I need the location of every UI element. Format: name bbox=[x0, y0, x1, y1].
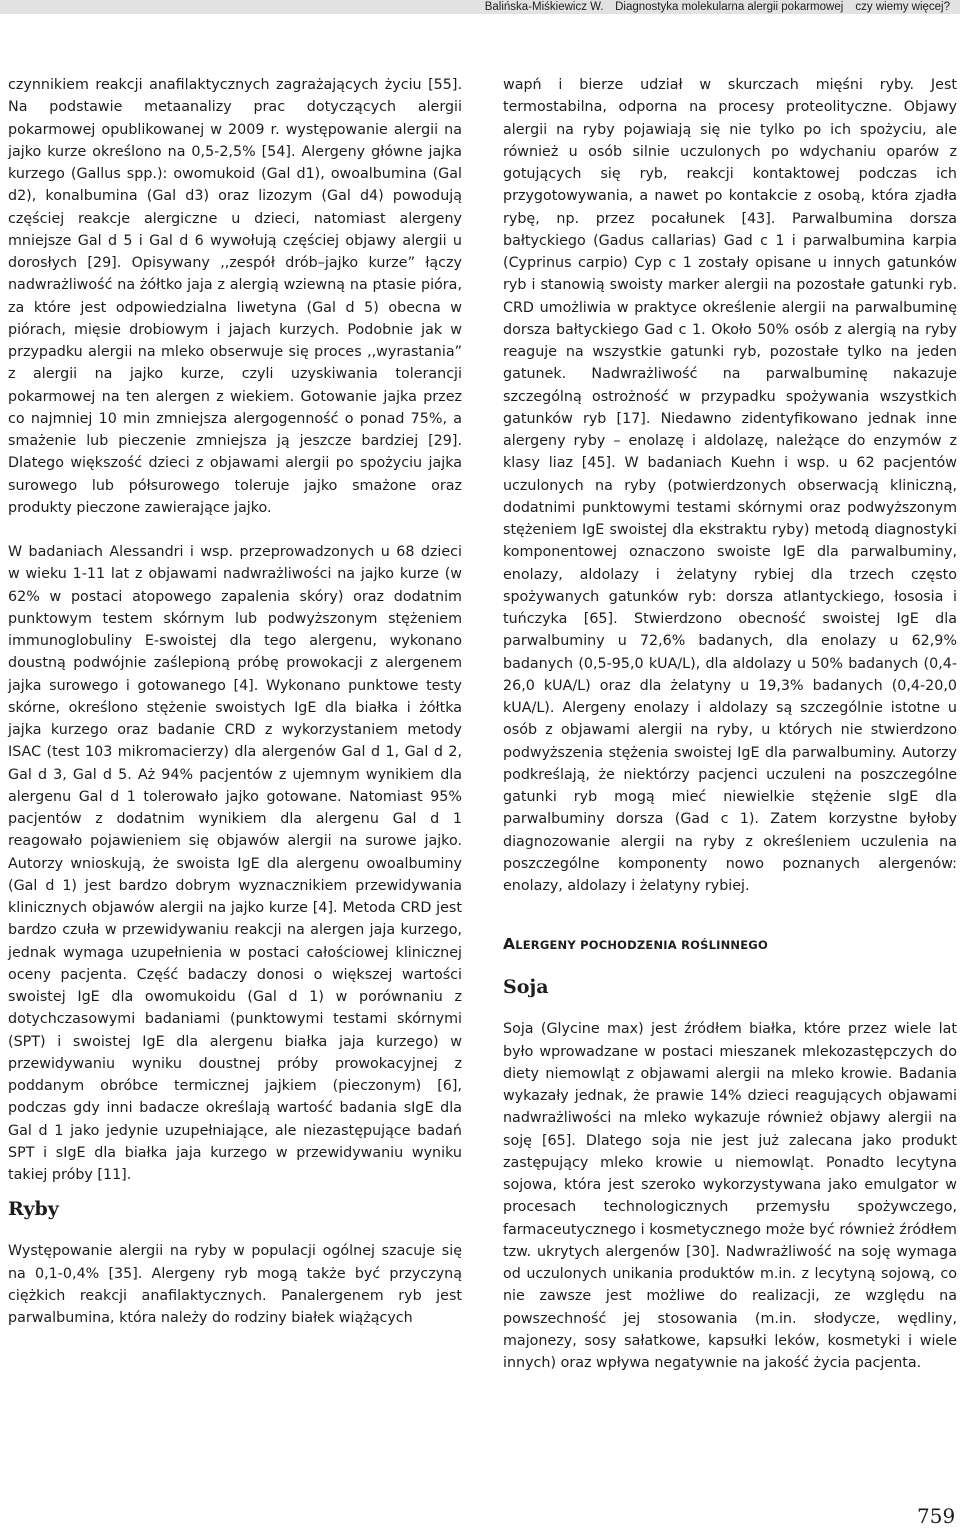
paragraph-soy-allergy: Soja (Glycine max) jest źródłem białka, które przez wiele lat było wprowadzane w postaci mieszanek mlekozastępczych do diety niemowląt z objawami alergii na mleko krowie. Badania wykazały jednak, że prawie 14% dzieci reagujących objawami nadwrażliwości na mleko wykazuje również objawy alergii na soję [65]. Dlatego soja nie jest już zalecana jako produkt zastępujący mleko krowie u niemowląt. Ponadto lecytyna sojowa, która jest szeroko wykorzystywana jako emulgator w procesach technologicznych przemysłu spożywczego, farmaceutycznego i kosmetycznego może być również źródłem tzw. ukrytych alergenów [30]. Nadwrażliwość na soję wymaga od uczulonych unikania produktów m.in. z lecytyną sojową, co nie zawsze jest możliwe do realizacji, ze względu na powszechność jej stosowania (m.in. słodycze, wędliny, majonezy, sosy sałatkowe, kapsułki leków, kosmetyki i wiele innych) oraz wpływa negatywnie na jakość życia pacjenta. bbox=[503, 1021, 957, 1371]
header-band bbox=[0, 0, 960, 14]
section-heading-initial: A bbox=[503, 935, 516, 954]
paragraph-parvalbumin: wapń i bierze udział w skurczach mięśni ryby. Jest termostabilna, odporna na procesy proteolityczne. Objawy alergii na ryby pojawiają się nie tylko po ich spożyciu, ale również u osób silnie uczulonych po wdychaniu oparów z gotujących się ryb, reakcji kontaktowej podczas ich przygotowywania, a nawet po kontakcie z osobą, która zjadła rybę, np. przez pocałunek [43]. Parwalbumina dorsza bałtyckiego (Gadus callarias) Gad c 1 i parwalbumina karpia (Cyprinus carpio) Cyp c 1 zostały opisane u innych gatunków ryb i stanowią swoisty marker alergii na pozostałe gatunki ryb. CRD umożliwia w praktyce określenie alergii na parwalbuminę dorsza bałtyckiego Gad c 1. Około 50% osób z alergią na ryby reaguje na wszystkie gatunki ryb, pozostałe tylko na jeden gatunek. Nadwrażliwość na parwalbuminę nakazuje szczególną ostrożność w przypadku spożywania wszystkich gatunków ryb [17]. Niedawno zidentyfikowano jednak inne alergeny ryby – enolazę i aldolazę, należące do enzymów z klasy liaz [45]. W badaniach Kuehn i wsp. u 62 pacjentów uczulonych na ryby (potwierdzonych obserwacją kliniczną, dodatnimi punktowymi testami skórnymi oraz podwyższonym stężeniem IgE swoistej dla ekstraktu ryby) metodą diagnostyki komponentowej oznaczono swoiste IgE dla parwalbuminy, enolazy, aldolazy i żelatyny rybiej dla trzech często spożywanych gatunków ryb: dorsza atlantyckiego, łososia i tuńczyka [65]. Stwierdzono obecność swoistej IgE dla parwalbuminy u 72,6% badanych, dla enolazy u 62,9% badanych (0,5-95,0 kUA/L), dla aldolazy u 50% badanych (0,4-26,0 kUA/L) oraz dla żelatyny u 19,3% badanych (0,4-20,0 kUA/L). Alergeny enolazy i aldolazy są szczególnie istotne u osób z objawami alergii na ryby, u których nie stwierdzono podwyższenia stężenia swoistej IgE dla parwalbuminy. Autorzy podkreślają, że niektórzy pacjenci uczuleni na poszczególne gatunki ryb mogą mieć niewielkie stężenie sIgE dla parwalbuminy dorsza (Gad c 1). Zatem korzystne byłoby diagnozowanie alergii na ryby z określeniem uczulenia na poszczególne komponenty nowo poznanych alergenów: enolazy, aldolazy i żelatyny rybiej. bbox=[503, 77, 957, 894]
subheading-ryby: Ryby bbox=[8, 1198, 59, 1221]
paragraph-egg-allergy: czynnikiem reakcji anafilaktycznych zagrażających życiu [55]. Na podstawie metaanalizy prac dotyczących alergii pokarmowej opublikowanej w 2009 r. występowanie alergii na jajko kurze określono na 0,5-2,5% [54]. Alergeny główne jajka kurzego (Gallus spp.): owomukoid (Gal d1), owoalbumina (Gal d2), konalbumina (Gal d3) oraz lizozym (Gal d4) powodują częściej reakcje alergiczne u dzieci, natomiast alergeny mniejsze Gal d 5 i Gal d 6 wywołują częściej objawy alergii u dorosłych [29]. Opisywany ,,zespół drób–jajko kurze” łączy nadwrażliwość na żółtko jaja z alergią wziewną na ptasie pióra, za które jest odpowiedzialna liwetyna (Gal d 5) obecna w piórach, mięsie drobiowym i jajach kurzych. Podobnie jak w przypadku alergii na mleko obserwuje się proces ,,wyrastania” z alergii na jajko kurze, czyli uzyskiwania tolerancji pokarmowej na ten alergen z wiekiem. Gotowanie jajka przez co najmniej 10 min zmniejsza alergogenność o ponad 75%, a smażenie lub pieczenie zmniejsza ją jeszcze bardziej [29]. Dlatego większość dzieci z objawami alergii po spożyciu jajka surowego lub półsurowego toleruje jajko smażone oraz produkty pieczone zawierające jajko. bbox=[8, 77, 462, 516]
subheading-soja: Soja bbox=[503, 976, 549, 999]
page-number: 759 bbox=[917, 1504, 956, 1528]
running-head: Balińska-Miśkiewicz W. Diagnostyka molekularna alergii pokarmowej czy wiemy więcej? bbox=[484, 1, 950, 13]
left-column bbox=[8, 74, 462, 1329]
section-heading-rest: LERGENY POCHODZENIA ROŚLINNEGO bbox=[515, 938, 768, 953]
right-column bbox=[503, 74, 957, 1374]
paragraph-alessandri-study: W badaniach Alessandri i wsp. przeprowadzonych u 68 dzieci w wieku 1-11 lat z objawami nadwrażliwości na jajko kurze (w 62% w postaci atopowego zapalenia skóry) oraz dodatnim punktowym testem skórnym lub podwyższonym stężeniem immunoglobuliny E-swoistej dla tego alergenu, wykonano doustną podwójnie zaślepioną próbę prowokacji z alergenem jajka surowego i gotowanego [4]. Wykonano punktowe testy skórne, określono stężenie swoistych IgE dla białka i żółtka jajka kurzego oraz badanie CRD z wykorzystaniem metody ISAC (test 103 mikromacierzy) dla alergenów Gal d 1, Gal d 2, Gal d 3, Gal d 5. Aż 94% pacjentów z ujemnym wynikiem dla alergenu Gal d 1 tolerowało jajko gotowane. Natomiast 95% pacjentów z dodatnim wynikiem dla alergenu Gal d 1 reagowało pojawieniem się objawów alergii na surowe jajko. Autorzy wnioskują, że swoista IgE dla alergenu owoalbuminy (Gal d 1) jest bardzo dobrym wyznacznikiem przewidywania klinicznych objawów alergii na jajko kurze [4]. Metoda CRD jest bardzo czuła w przewidywaniu reakcji na alergen jaja kurzego, jednak wymaga uzupełnienia w postaci całościowej klinicznej oceny pacjenta. Część badaczy donosi o większej wartości swoistej IgE dla owomukoidu (Gal d 1) w porównaniu z dotychczasowymi badaniami (punktowymi testami skórnymi (SPT) i swoistej IgE dla alergenu białka jaja kurzego) w przewidywaniu wyniku doustnej próby prowokacyjnej z poddanym obróbce termicznej jajkiem (pieczonym) [6], podczas gdy inni badacze określają wartość badania sIgE dla Gal d 1 jako jedynie uzupełniające, ale niezastępujące badań SPT i sIgE dla białka jaja kurzego w przewidywaniu wyniku takiej próby [11]. bbox=[8, 544, 462, 1183]
section-heading-plant-allergens bbox=[503, 933, 957, 956]
paragraph-fish-allergy: Występowanie alergii na ryby w populacji ogólnej szacuje się na 0,1-0,4% [35]. Alergeny ryb mogą także być przyczyną ciężkich reakcji anafilaktycznych. Panalergenem ryb jest parwalbumina, która należy do rodziny białek wiążących bbox=[8, 1243, 462, 1326]
